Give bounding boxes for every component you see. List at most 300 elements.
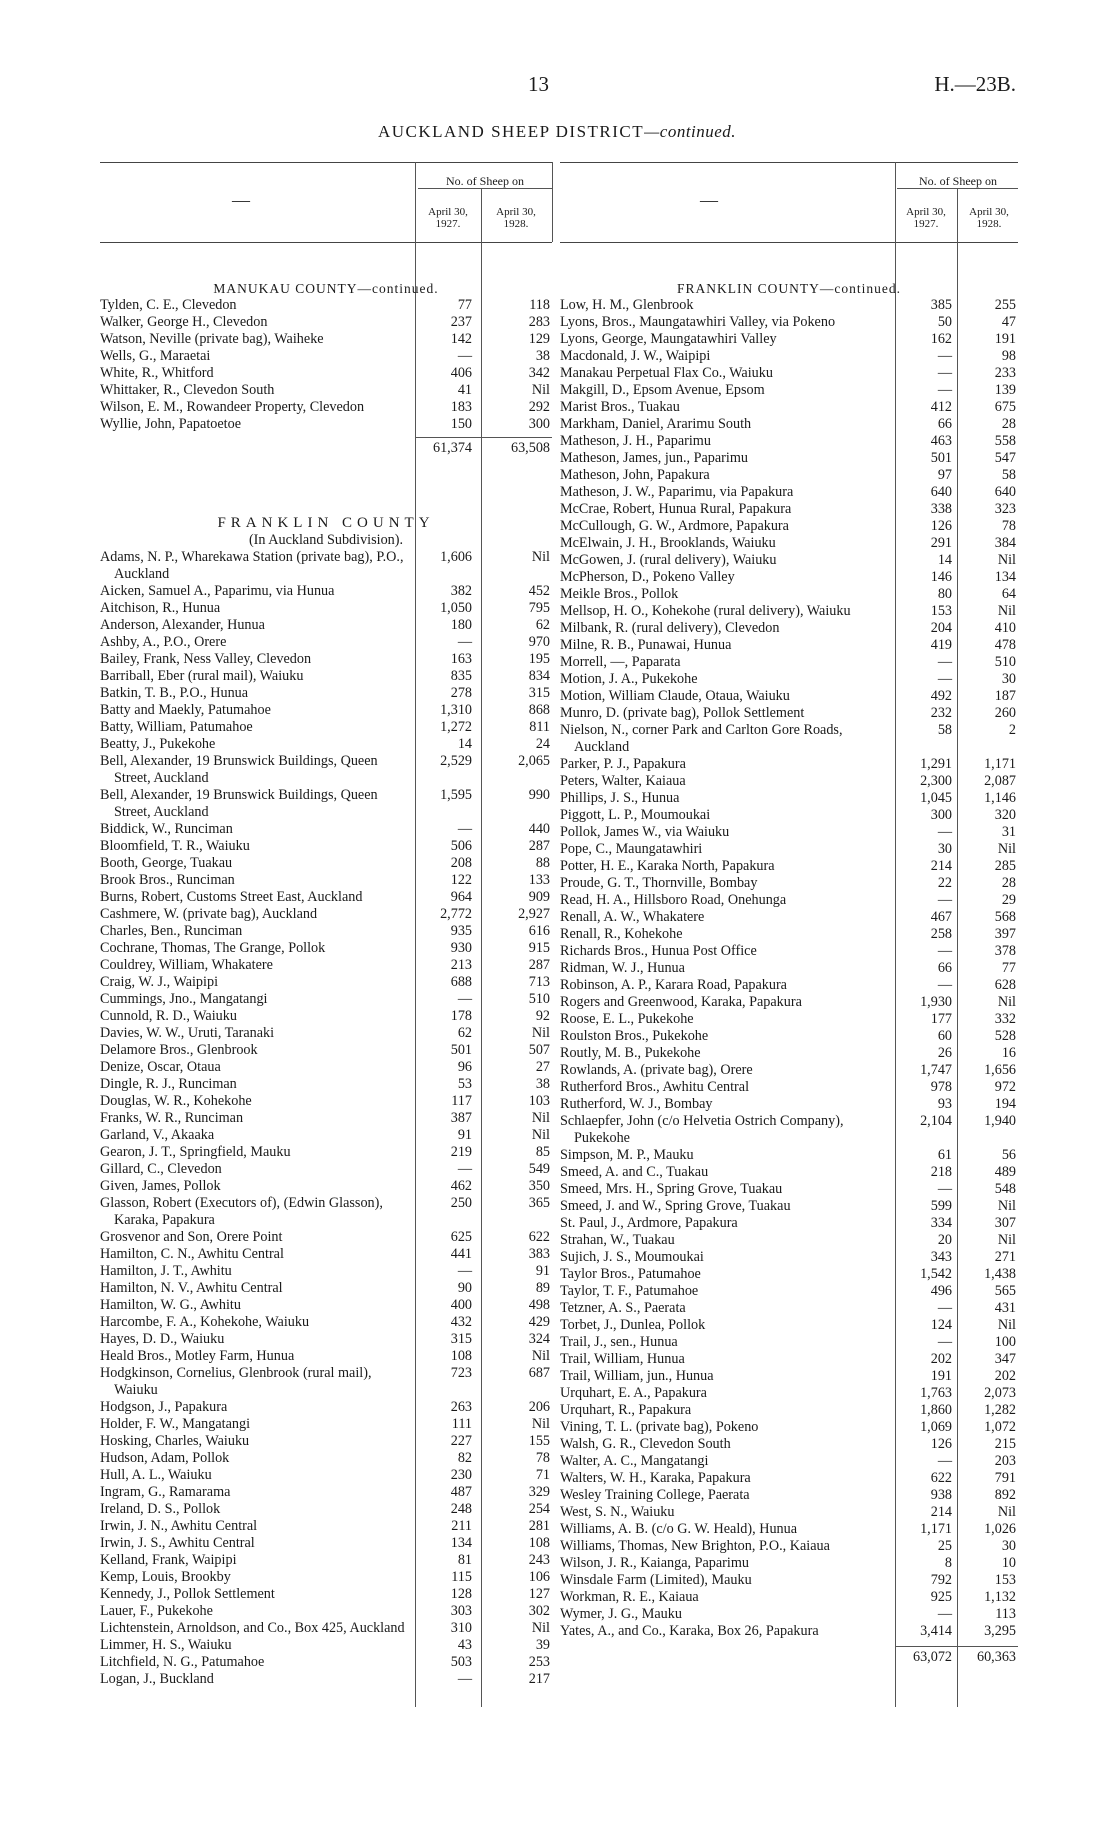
table-row — [560, 314, 1018, 331]
sheep-count-1927: 117 — [451, 1093, 472, 1109]
table-row — [100, 1246, 552, 1263]
table-row — [560, 586, 1018, 603]
sheep-count-1927: — — [457, 1671, 472, 1687]
owner-name: Manakau Perpetual Flax Co., Waiuku — [560, 365, 773, 381]
sheep-count-1927: 43 — [457, 1637, 472, 1653]
sheep-count-1927: 387 — [450, 1110, 472, 1126]
sheep-count-1928: 378 — [994, 943, 1016, 959]
sheep-count-1928: 528 — [994, 1028, 1016, 1044]
owner-name: Lyons, George, Maungatawhiri Valley — [560, 331, 777, 347]
sheep-count-1928: 302 — [528, 1603, 550, 1619]
sheep-count-1928: 89 — [535, 1280, 550, 1296]
owner-name: Low, H. M., Glenbrook — [560, 297, 694, 313]
table-row — [100, 1467, 552, 1484]
table-row — [560, 671, 1018, 688]
owner-name: Macdonald, J. W., Waipipi — [560, 348, 711, 364]
table-row — [560, 1487, 1018, 1504]
sheep-count-1928: 85 — [535, 1144, 550, 1160]
table-row — [560, 1589, 1018, 1606]
owner-name: Irwin, J. N., Awhitu Central — [100, 1518, 258, 1534]
sheep-count-1928: Nil — [531, 1025, 550, 1041]
sheep-count-1928: 39 — [535, 1637, 550, 1653]
sheep-count-1927: 96 — [457, 1059, 472, 1075]
sheep-count-1928: 91 — [535, 1263, 550, 1279]
sheep-count-1927: 385 — [930, 297, 952, 313]
sheep-count-1928: 64 — [1001, 586, 1016, 602]
table-row — [100, 651, 552, 668]
sheep-count-1927: 202 — [930, 1351, 952, 1367]
table-row — [560, 1453, 1018, 1470]
table-row — [100, 1331, 552, 1348]
sheep-count-1928: 675 — [994, 399, 1016, 415]
table-row — [100, 1416, 552, 1433]
sheep-count-1928: 153 — [994, 1572, 1016, 1588]
sheep-count-1928: 324 — [528, 1331, 550, 1347]
sheep-count-1927: — — [937, 1181, 952, 1197]
sheep-count-1928: 640 — [994, 484, 1016, 500]
sheep-count-1928: 315 — [528, 685, 550, 701]
sheep-count-1928: 217 — [528, 1671, 550, 1687]
sheep-count-1928: 31 — [1001, 824, 1016, 840]
sheep-count-1927: 506 — [450, 838, 472, 854]
sheep-count-1927: 218 — [930, 1164, 952, 1180]
sheep-count-1928: 92 — [535, 1008, 550, 1024]
left-column-table — [100, 158, 552, 1708]
table-row — [100, 314, 552, 331]
sheep-count-1927: — — [937, 824, 952, 840]
owner-name: Read, H. A., Hillsboro Road, Onehunga — [560, 892, 787, 908]
table-row — [100, 957, 552, 974]
sheep-count-1928: Nil — [997, 994, 1016, 1010]
owner-name: Wymer, J. G., Mauku — [560, 1606, 682, 1622]
table-row — [560, 1334, 1018, 1351]
owner-name: Hodgkinson, Cornelius, Glenbrook (rural mail), Waiuku — [100, 1365, 372, 1398]
table-row — [560, 1164, 1018, 1181]
table-row — [100, 1110, 552, 1127]
owner-name: Mellsop, H. O., Kohekohe (rural delivery), Waiuku — [560, 603, 851, 619]
owner-name: Pope, C., Maungatawhiri — [560, 841, 703, 857]
table-row — [100, 1399, 552, 1416]
sheep-count-1928: 187 — [994, 688, 1016, 704]
sheep-count-1928: 713 — [528, 974, 550, 990]
sheep-count-1927: 124 — [930, 1317, 952, 1333]
sheep-count-1927: 81 — [457, 1552, 472, 1568]
sheep-count-1928: 255 — [994, 297, 1016, 313]
owner-name: Matheson, James, jun., Paparimu — [560, 450, 748, 466]
owner-name: Workman, R. E., Kaiaua — [560, 1589, 699, 1605]
owner-name: Hamilton, C. N., Awhitu Central — [100, 1246, 284, 1262]
sheep-count-1927: 496 — [930, 1283, 952, 1299]
owner-name: Kelland, Frank, Waipipi — [100, 1552, 237, 1568]
table-row — [560, 1011, 1018, 1028]
sheep-count-1928: 133 — [528, 872, 550, 888]
owner-name: Smeed, Mrs. H., Spring Grove, Tuakau — [560, 1181, 783, 1197]
table-row — [100, 1280, 552, 1297]
owner-name: Tylden, C. E., Clevedon — [100, 297, 237, 313]
table-row — [100, 1195, 552, 1229]
owner-name: Franks, W. R., Runciman — [100, 1110, 244, 1126]
sheep-count-1928: 287 — [528, 838, 550, 854]
sheep-count-1927: — — [937, 382, 952, 398]
owner-name: Kemp, Louis, Brookby — [100, 1569, 231, 1585]
owner-name: Smeed, A. and C., Tuakau — [560, 1164, 709, 1180]
owner-name: Hull, A. L., Waiuku — [100, 1467, 212, 1483]
owner-name: Markham, Daniel, Ararimu South — [560, 416, 752, 432]
owner-name: Dingle, R. J., Runciman — [100, 1076, 237, 1092]
owner-name: Lyons, Bros., Maungatawhiri Valley, via Pokeno — [560, 314, 836, 330]
owner-name: Ingram, G., Ramarama — [100, 1484, 231, 1500]
sheep-count-1928: 281 — [528, 1518, 550, 1534]
table-row — [100, 382, 552, 399]
owner-name: Nielson, N., corner Park and Carlton Gore Roads, Auckland — [560, 722, 843, 755]
table-row — [560, 1351, 1018, 1368]
sheep-count-1927: 310 — [450, 1620, 472, 1636]
sheep-count-1927: 163 — [450, 651, 472, 667]
sheep-count-1928: 203 — [994, 1453, 1016, 1469]
sheep-count-1927: 58 — [937, 722, 952, 738]
sheep-count-1928: Nil — [997, 841, 1016, 857]
sheep-count-1927: 77 — [457, 297, 472, 313]
table-row — [560, 1317, 1018, 1334]
owner-name: Gearon, J. T., Springfield, Mauku — [100, 1144, 291, 1160]
table-row — [560, 756, 1018, 773]
sheep-count-1928: 384 — [994, 535, 1016, 551]
total-1927: 61,374 — [432, 440, 472, 456]
sheep-count-1927: 134 — [450, 1535, 472, 1551]
sheep-count-1928: 56 — [1001, 1147, 1016, 1163]
owner-name: Batty, William, Patumahoe — [100, 719, 253, 735]
sheep-count-1928: 71 — [535, 1467, 550, 1483]
owner-name: Makgill, D., Epsom Avenue, Epsom — [560, 382, 765, 398]
header-col-1928: April 30, 1928. — [496, 206, 536, 230]
table-row — [560, 1283, 1018, 1300]
sheep-count-1928: 498 — [528, 1297, 550, 1313]
sheep-count-1927: 61 — [937, 1147, 952, 1163]
sheep-count-1928: 155 — [528, 1433, 550, 1449]
owner-name: Richards Bros., Hunua Post Office — [560, 943, 757, 959]
sheep-count-1928: Nil — [997, 552, 1016, 568]
owner-name: Motion, William Claude, Otaua, Waiuku — [560, 688, 790, 704]
owner-name: Walker, George H., Clevedon — [100, 314, 268, 330]
sheep-count-1927: 146 — [930, 569, 952, 585]
sheep-count-1927: 30 — [937, 841, 952, 857]
sheep-count-1927: 343 — [930, 1249, 952, 1265]
table-row — [560, 654, 1018, 671]
sheep-count-1927: 1,595 — [440, 787, 472, 803]
total-1927: 63,072 — [912, 1649, 952, 1665]
header-sheep-group: No. of Sheep on — [446, 174, 524, 188]
owner-name: Denize, Oscar, Otaua — [100, 1059, 221, 1075]
sheep-count-1928: 134 — [994, 569, 1016, 585]
table-row — [100, 719, 552, 736]
sheep-count-1928: 283 — [528, 314, 550, 330]
table-row — [560, 943, 1018, 960]
table-row — [560, 807, 1018, 824]
sheep-count-1928: 38 — [535, 1076, 550, 1092]
table-row — [100, 634, 552, 651]
sheep-count-1928: 429 — [528, 1314, 550, 1330]
owner-name: Ashby, A., P.O., Orere — [100, 634, 227, 650]
header-sheep-group: No. of Sheep on — [919, 174, 997, 188]
table-row — [560, 501, 1018, 518]
sheep-count-1928: 329 — [528, 1484, 550, 1500]
owner-name: Wesley Training College, Paerata — [560, 1487, 750, 1503]
sheep-count-1928: 2,065 — [518, 753, 550, 769]
sheep-count-1928: 431 — [994, 1300, 1016, 1316]
sheep-count-1928: 909 — [528, 889, 550, 905]
right-table-header — [560, 166, 1018, 242]
owner-name: Piggott, L. P., Moumoukai — [560, 807, 711, 823]
table-row — [560, 875, 1018, 892]
sheep-count-1928: 195 — [528, 651, 550, 667]
left-table-header — [100, 166, 552, 242]
sheep-count-1927: 258 — [930, 926, 952, 942]
sheep-count-1927: — — [937, 671, 952, 687]
owner-name: St. Paul, J., Ardmore, Papakura — [560, 1215, 738, 1231]
sheep-count-1927: 2,104 — [920, 1113, 952, 1129]
sheep-count-1928: 2,927 — [518, 906, 550, 922]
sheep-count-1927: 97 — [937, 467, 952, 483]
title-main: AUCKLAND SHEEP DISTRICT — [377, 122, 645, 141]
sheep-count-1928: 307 — [994, 1215, 1016, 1231]
sheep-count-1928: 892 — [994, 1487, 1016, 1503]
sheep-count-1927: 142 — [450, 331, 472, 347]
sheep-count-1927: 219 — [450, 1144, 472, 1160]
owner-name: Craig, W. J., Waipipi — [100, 974, 219, 990]
table-row — [560, 909, 1018, 926]
owner-name: Trail, J., sen., Hunua — [560, 1334, 678, 1350]
owner-name: Kennedy, J., Pollok Settlement — [100, 1586, 275, 1602]
table-row — [100, 1552, 552, 1569]
owner-name: Trail, William, Hunua — [560, 1351, 685, 1367]
table-row — [560, 688, 1018, 705]
sheep-count-1927: — — [457, 1161, 472, 1177]
owner-name: Peters, Walter, Kaiaua — [560, 773, 686, 789]
table-row — [100, 1450, 552, 1467]
sheep-count-1928: 834 — [528, 668, 550, 684]
sheep-count-1928: 78 — [1001, 518, 1016, 534]
owner-name: Cunnold, R. D., Waiuku — [100, 1008, 237, 1024]
owner-name: Routly, M. B., Pukekohe — [560, 1045, 701, 1061]
sheep-count-1927: — — [937, 654, 952, 670]
owner-name: Renall, R., Kohekohe — [560, 926, 683, 942]
sheep-count-1927: 441 — [450, 1246, 472, 1262]
table-row — [100, 1586, 552, 1603]
table-row — [560, 1538, 1018, 1555]
sheep-count-1928: 1,282 — [984, 1402, 1016, 1418]
sheep-count-1928: 2,087 — [984, 773, 1016, 789]
table-row — [560, 348, 1018, 365]
sheep-count-1928: 77 — [1001, 960, 1016, 976]
sheep-count-1927: 41 — [457, 382, 472, 398]
owner-name: Hamilton, W. G., Awhitu — [100, 1297, 241, 1313]
owner-name: Hodgson, J., Papakura — [100, 1399, 228, 1415]
owner-name: McGowen, J. (rural delivery), Waiuku — [560, 552, 777, 568]
title-continued: —continued. — [644, 122, 737, 141]
sheep-count-1928: Nil — [997, 1504, 1016, 1520]
owner-name: Walsh, G. R., Clevedon South — [560, 1436, 731, 1452]
owner-name: Douglas, W. R., Kohekohe — [100, 1093, 252, 1109]
table-row — [100, 906, 552, 923]
owner-name: Glasson, Robert (Executors of), (Edwin Glasson), Karaka, Papakura — [100, 1195, 383, 1228]
table-row — [560, 399, 1018, 416]
page-title — [0, 122, 1114, 142]
sheep-count-1927: 303 — [450, 1603, 472, 1619]
sheep-count-1927: 8 — [944, 1555, 952, 1571]
sheep-count-1928: 320 — [994, 807, 1016, 823]
owner-name: Adams, N. P., Wharekawa Station (private bag), P.O., Auckland — [100, 549, 404, 582]
sheep-count-1928: 1,146 — [984, 790, 1016, 806]
sheep-count-1927: 162 — [930, 331, 952, 347]
sheep-count-1928: 1,171 — [984, 756, 1016, 772]
sheep-count-1927: 178 — [450, 1008, 472, 1024]
sheep-count-1927: 263 — [450, 1399, 472, 1415]
table-row — [100, 1263, 552, 1280]
table-row — [560, 977, 1018, 994]
sheep-count-1927: 213 — [450, 957, 472, 973]
sheep-count-1927: 66 — [937, 416, 952, 432]
owner-name: Vining, T. L. (private bag), Pokeno — [560, 1419, 759, 1435]
table-row — [100, 1569, 552, 1586]
table-row — [100, 1671, 552, 1688]
table-row — [100, 787, 552, 821]
header-col-1927: April 30, 1927. — [428, 206, 468, 230]
sheep-count-1928: 191 — [994, 331, 1016, 347]
table-row — [100, 872, 552, 889]
sheep-count-1928: 350 — [528, 1178, 550, 1194]
sheep-count-1928: Nil — [531, 1110, 550, 1126]
sheep-count-1928: 1,072 — [984, 1419, 1016, 1435]
header-col-1928: April 30, 1928. — [969, 206, 1009, 230]
sheep-count-1928: 549 — [528, 1161, 550, 1177]
sheep-count-1927: 487 — [450, 1484, 472, 1500]
table-row — [560, 1300, 1018, 1317]
sheep-count-1928: 254 — [528, 1501, 550, 1517]
sheep-count-1928: 970 — [528, 634, 550, 650]
table-row — [100, 600, 552, 617]
sheep-count-1928: 548 — [994, 1181, 1016, 1197]
sheep-count-1927: 467 — [930, 909, 952, 925]
owner-name: Rutherford Bros., Awhitu Central — [560, 1079, 750, 1095]
sheep-count-1928: 1,940 — [984, 1113, 1016, 1129]
sheep-count-1927: — — [937, 1300, 952, 1316]
sheep-count-1928: 558 — [994, 433, 1016, 449]
sheep-count-1927: 432 — [450, 1314, 472, 1330]
table-row — [560, 1215, 1018, 1232]
table-row — [100, 1348, 552, 1365]
sheep-count-1928: 29 — [1001, 892, 1016, 908]
sheep-count-1928: 2,073 — [984, 1385, 1016, 1401]
table-row — [100, 416, 552, 433]
sheep-count-1927: 91 — [457, 1127, 472, 1143]
sheep-count-1928: Nil — [531, 1416, 550, 1432]
table-row — [560, 790, 1018, 807]
sheep-count-1928: 260 — [994, 705, 1016, 721]
sheep-count-1928: 410 — [994, 620, 1016, 636]
owner-name: Watson, Neville (private bag), Waiheke — [100, 331, 324, 347]
sheep-count-1928: 972 — [994, 1079, 1016, 1095]
owner-name: Whittaker, R., Clevedon South — [100, 382, 275, 398]
table-row — [560, 1232, 1018, 1249]
sheep-count-1927: 925 — [930, 1589, 952, 1605]
owner-name: Munro, D. (private bag), Pollok Settlement — [560, 705, 805, 721]
table-row — [100, 1637, 552, 1654]
owner-name: Wilson, J. R., Kaianga, Paparimu — [560, 1555, 749, 1571]
table-row — [560, 1079, 1018, 1096]
sheep-count-1928: 292 — [528, 399, 550, 415]
sheep-count-1928: 194 — [994, 1096, 1016, 1112]
owner-name: Strahan, W., Tuakau — [560, 1232, 675, 1248]
table-row — [100, 1059, 552, 1076]
owner-name: Taylor Bros., Patumahoe — [560, 1266, 701, 1282]
sheep-count-1928: 88 — [535, 855, 550, 871]
sheep-count-1927: 237 — [450, 314, 472, 330]
owner-name: Taylor, T. F., Patumahoe — [560, 1283, 699, 1299]
table-row — [560, 552, 1018, 569]
sheep-count-1927: 1,310 — [440, 702, 472, 718]
sheep-count-1927: 25 — [937, 1538, 952, 1554]
sheep-count-1927: 111 — [451, 1416, 472, 1432]
sheep-count-1927: 930 — [450, 940, 472, 956]
sheep-count-1928: 868 — [528, 702, 550, 718]
owner-name: Proude, G. T., Thornville, Bombay — [560, 875, 758, 891]
sheep-count-1928: 285 — [994, 858, 1016, 874]
table-row — [560, 705, 1018, 722]
sheep-count-1927: 1,069 — [920, 1419, 952, 1435]
owner-name: Heald Bros., Motley Farm, Hunua — [100, 1348, 295, 1364]
sheep-count-1927: 22 — [937, 875, 952, 891]
owner-name: Gillard, C., Clevedon — [100, 1161, 222, 1177]
sheep-count-1928: Nil — [997, 1198, 1016, 1214]
table-row — [560, 365, 1018, 382]
sheep-count-1928: 28 — [1001, 875, 1016, 891]
table-row — [100, 1008, 552, 1025]
sheep-count-1927: 723 — [450, 1365, 472, 1381]
sheep-count-1928: 27 — [535, 1059, 550, 1075]
sheep-count-1927: 53 — [457, 1076, 472, 1092]
owner-name: Anderson, Alexander, Hunua — [100, 617, 265, 633]
sheep-count-1927: — — [937, 1334, 952, 1350]
table-row — [100, 365, 552, 382]
sheep-count-1927: 978 — [930, 1079, 952, 1095]
sheep-count-1927: 382 — [450, 583, 472, 599]
owner-name: Cochrane, Thomas, The Grange, Pollok — [100, 940, 326, 956]
sheep-count-1927: 3,414 — [920, 1623, 952, 1639]
owner-name: Pollok, James W., via Waiuku — [560, 824, 730, 840]
sheep-count-1927: — — [937, 348, 952, 364]
sheep-count-1927: 501 — [450, 1042, 472, 1058]
owner-name: Simpson, M. P., Mauku — [560, 1147, 694, 1163]
table-row — [560, 1470, 1018, 1487]
sheep-count-1928: 915 — [528, 940, 550, 956]
owner-name: Irwin, J. S., Awhitu Central — [100, 1535, 255, 1551]
owner-name: Matheson, J. H., Paparimu — [560, 433, 711, 449]
sheep-count-1927: 208 — [450, 855, 472, 871]
sheep-count-1927: — — [937, 1453, 952, 1469]
header-dash: — — [232, 190, 250, 210]
sheep-count-1927: 625 — [450, 1229, 472, 1245]
table-row — [560, 1419, 1018, 1436]
sheep-count-1928: 206 — [528, 1399, 550, 1415]
sheep-count-1927: 419 — [930, 637, 952, 653]
table-row — [560, 1504, 1018, 1521]
table-row — [560, 620, 1018, 637]
table-row — [560, 297, 1018, 314]
table-row — [560, 1266, 1018, 1283]
table-row — [560, 569, 1018, 586]
sheep-count-1927: 20 — [937, 1232, 952, 1248]
owner-name: Hudson, Adam, Pollok — [100, 1450, 230, 1466]
